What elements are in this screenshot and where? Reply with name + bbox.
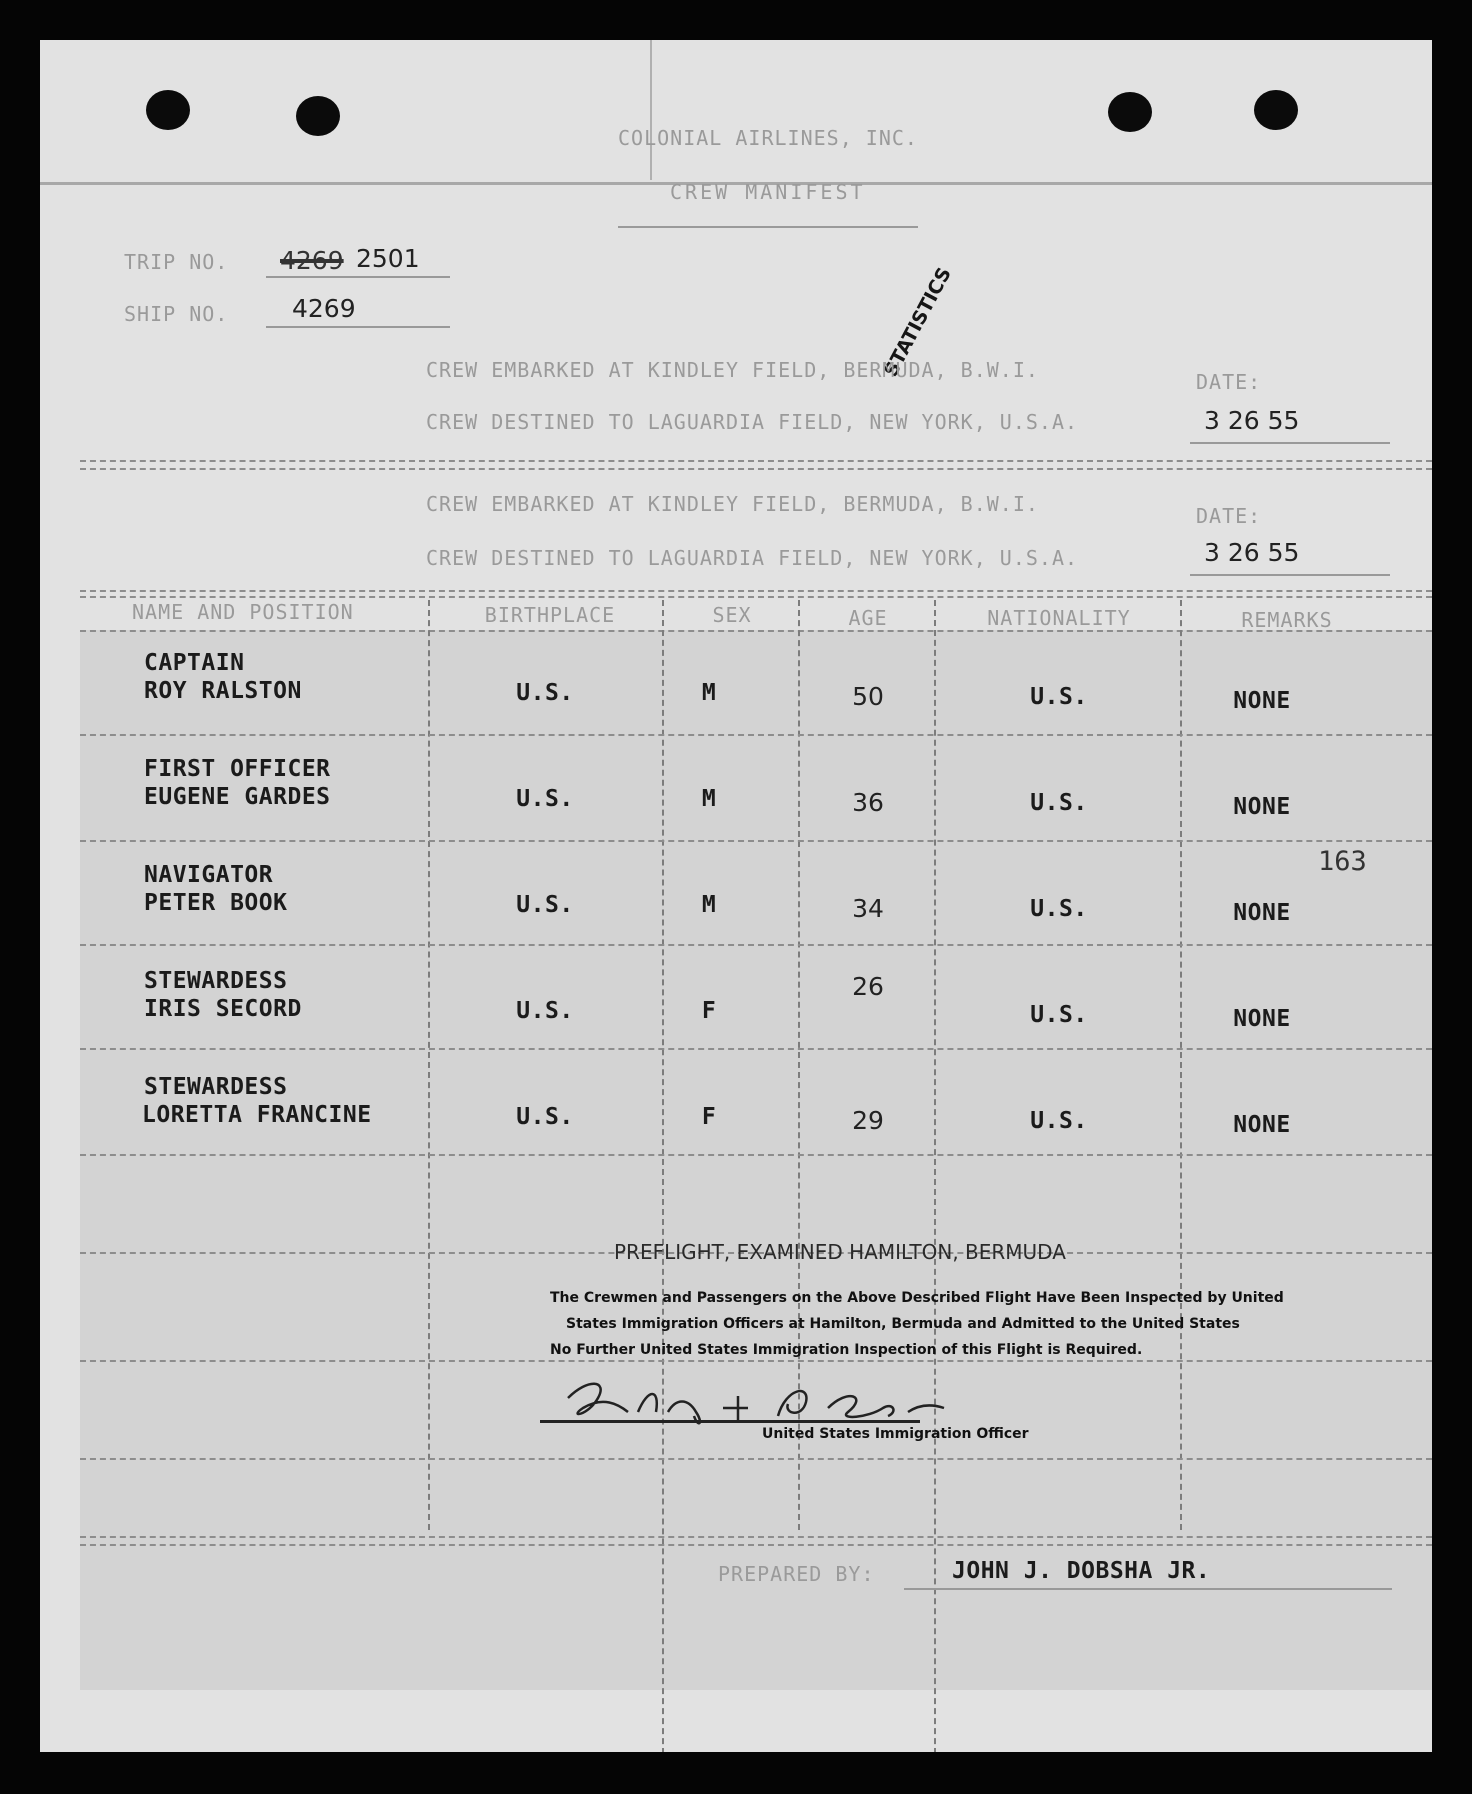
statistics-stamp: STATISTICS <box>880 263 956 381</box>
title-underline <box>618 226 918 228</box>
date-label: DATE: <box>1196 370 1262 394</box>
crew-position: STEWARDESS <box>144 1074 288 1100</box>
column-header-age: AGE <box>848 606 888 630</box>
crew-remarks: NONE <box>1233 1006 1291 1032</box>
table-bottom-rule <box>80 1544 1432 1546</box>
section-rule <box>80 460 1432 462</box>
trip-number-struck: 4269 <box>280 246 344 275</box>
row-divider <box>80 840 1432 842</box>
crew-sex: M <box>701 786 717 812</box>
crew-remarks: NONE <box>1233 900 1291 926</box>
inspection-title: PREFLIGHT, EXAMINED HAMILTON, BERMUDA <box>614 1240 1066 1264</box>
inspection-stamp <box>540 1240 1300 1500</box>
column-header-name: NAME AND POSITION <box>132 600 354 624</box>
crew-position: FIRST OFFICER <box>144 756 331 782</box>
date-underline <box>1190 574 1390 576</box>
crew-nationality: U.S. <box>1030 790 1088 816</box>
manifest-sheet <box>40 40 1432 1752</box>
crew-remarks: NONE <box>1233 794 1291 820</box>
ship-number: 4269 <box>292 294 356 323</box>
prepared-by: JOHN J. DOBSHA JR. <box>952 1558 1211 1584</box>
row-divider <box>80 944 1432 946</box>
date-underline <box>1190 442 1390 444</box>
fold-line <box>650 40 652 180</box>
inspection-line: States Immigration Officers at Hamilton, Bermuda and Admitted to the United States <box>566 1316 1240 1332</box>
officer-label: United States Immigration Officer <box>762 1426 1029 1442</box>
column-header-birthplace: BIRTHPLACE <box>484 603 616 627</box>
column-divider <box>934 600 936 1752</box>
crew-name: PETER BOOK <box>144 890 288 916</box>
crew-position: CAPTAIN <box>144 650 245 676</box>
punch-hole <box>296 96 340 136</box>
trip-label: TRIP NO. <box>124 250 229 274</box>
crew-birthplace: U.S. <box>516 998 574 1024</box>
embarked-line: CREW EMBARKED AT KINDLEY FIELD, BERMUDA, B.W.I. <box>426 358 1039 382</box>
crew-age: 26 <box>852 972 884 1001</box>
section-rule <box>80 468 1432 470</box>
crew-birthplace: U.S. <box>516 786 574 812</box>
row-divider <box>80 734 1432 736</box>
crew-sex: M <box>701 892 717 918</box>
embarked-line: CREW EMBARKED AT KINDLEY FIELD, BERMUDA, B.W.I. <box>426 492 1039 516</box>
prepared-label: PREPARED BY: <box>718 1562 875 1586</box>
column-header-sex: SEX <box>712 603 752 627</box>
row-divider <box>80 1048 1432 1050</box>
table-top-rule <box>80 596 1432 598</box>
punch-hole <box>1108 92 1152 132</box>
crew-sex: F <box>701 1104 717 1130</box>
crew-nationality: U.S. <box>1030 684 1088 710</box>
crew-name: EUGENE GARDES <box>144 784 331 810</box>
crew-birthplace: U.S. <box>516 680 574 706</box>
punch-hole <box>146 90 190 130</box>
prepared-underline <box>904 1588 1392 1590</box>
crew-nationality: U.S. <box>1030 1002 1088 1028</box>
crew-name: LORETTA FRANCINE <box>142 1102 372 1128</box>
form-title: CREW MANIFEST <box>670 180 866 204</box>
punch-hole <box>1254 90 1298 130</box>
date-label: DATE: <box>1196 504 1262 528</box>
trip-underline <box>266 276 450 278</box>
inspection-line: No Further United States Immigration Inspection of this Flight is Required. <box>550 1342 1143 1358</box>
crew-age: 50 <box>852 682 884 711</box>
margin-number: 163 <box>1318 846 1367 877</box>
company-name: COLONIAL AIRLINES, INC. <box>618 126 918 150</box>
trip-number: 2501 <box>356 244 420 273</box>
crew-nationality: U.S. <box>1030 896 1088 922</box>
crew-name: ROY RALSTON <box>144 678 302 704</box>
column-header-nationality: NATIONALITY <box>987 606 1131 630</box>
destined-line: CREW DESTINED TO LAGUARDIA FIELD, NEW YORK, U.S.A. <box>426 410 1079 434</box>
column-divider <box>428 600 430 1530</box>
crew-age: 36 <box>852 788 884 817</box>
date-value: 3 26 55 <box>1204 538 1300 567</box>
crew-age: 29 <box>852 1106 884 1135</box>
crew-birthplace: U.S. <box>516 892 574 918</box>
crew-remarks: NONE <box>1233 688 1291 714</box>
row-divider <box>80 1154 1432 1156</box>
crew-position: STEWARDESS <box>144 968 288 994</box>
ship-label: SHIP NO. <box>124 302 229 326</box>
crew-name: IRIS SECORD <box>144 996 302 1022</box>
column-divider <box>662 600 664 1752</box>
crew-sex: F <box>701 998 717 1024</box>
signature-line <box>540 1420 920 1423</box>
column-header-remarks: REMARKS <box>1241 608 1333 632</box>
ship-underline <box>266 326 450 328</box>
inspection-line: The Crewmen and Passengers on the Above Described Flight Have Been Inspected by United <box>550 1290 1284 1306</box>
crew-remarks: NONE <box>1233 1112 1291 1138</box>
table-top-rule <box>80 590 1432 592</box>
crew-age: 34 <box>852 894 884 923</box>
table-bottom-rule <box>80 1536 1432 1538</box>
crew-sex: M <box>701 680 717 706</box>
destined-line: CREW DESTINED TO LAGUARDIA FIELD, NEW YORK, U.S.A. <box>426 546 1079 570</box>
crew-birthplace: U.S. <box>516 1104 574 1130</box>
date-value: 3 26 55 <box>1204 406 1300 435</box>
crew-position: NAVIGATOR <box>144 862 274 888</box>
crew-nationality: U.S. <box>1030 1108 1088 1134</box>
